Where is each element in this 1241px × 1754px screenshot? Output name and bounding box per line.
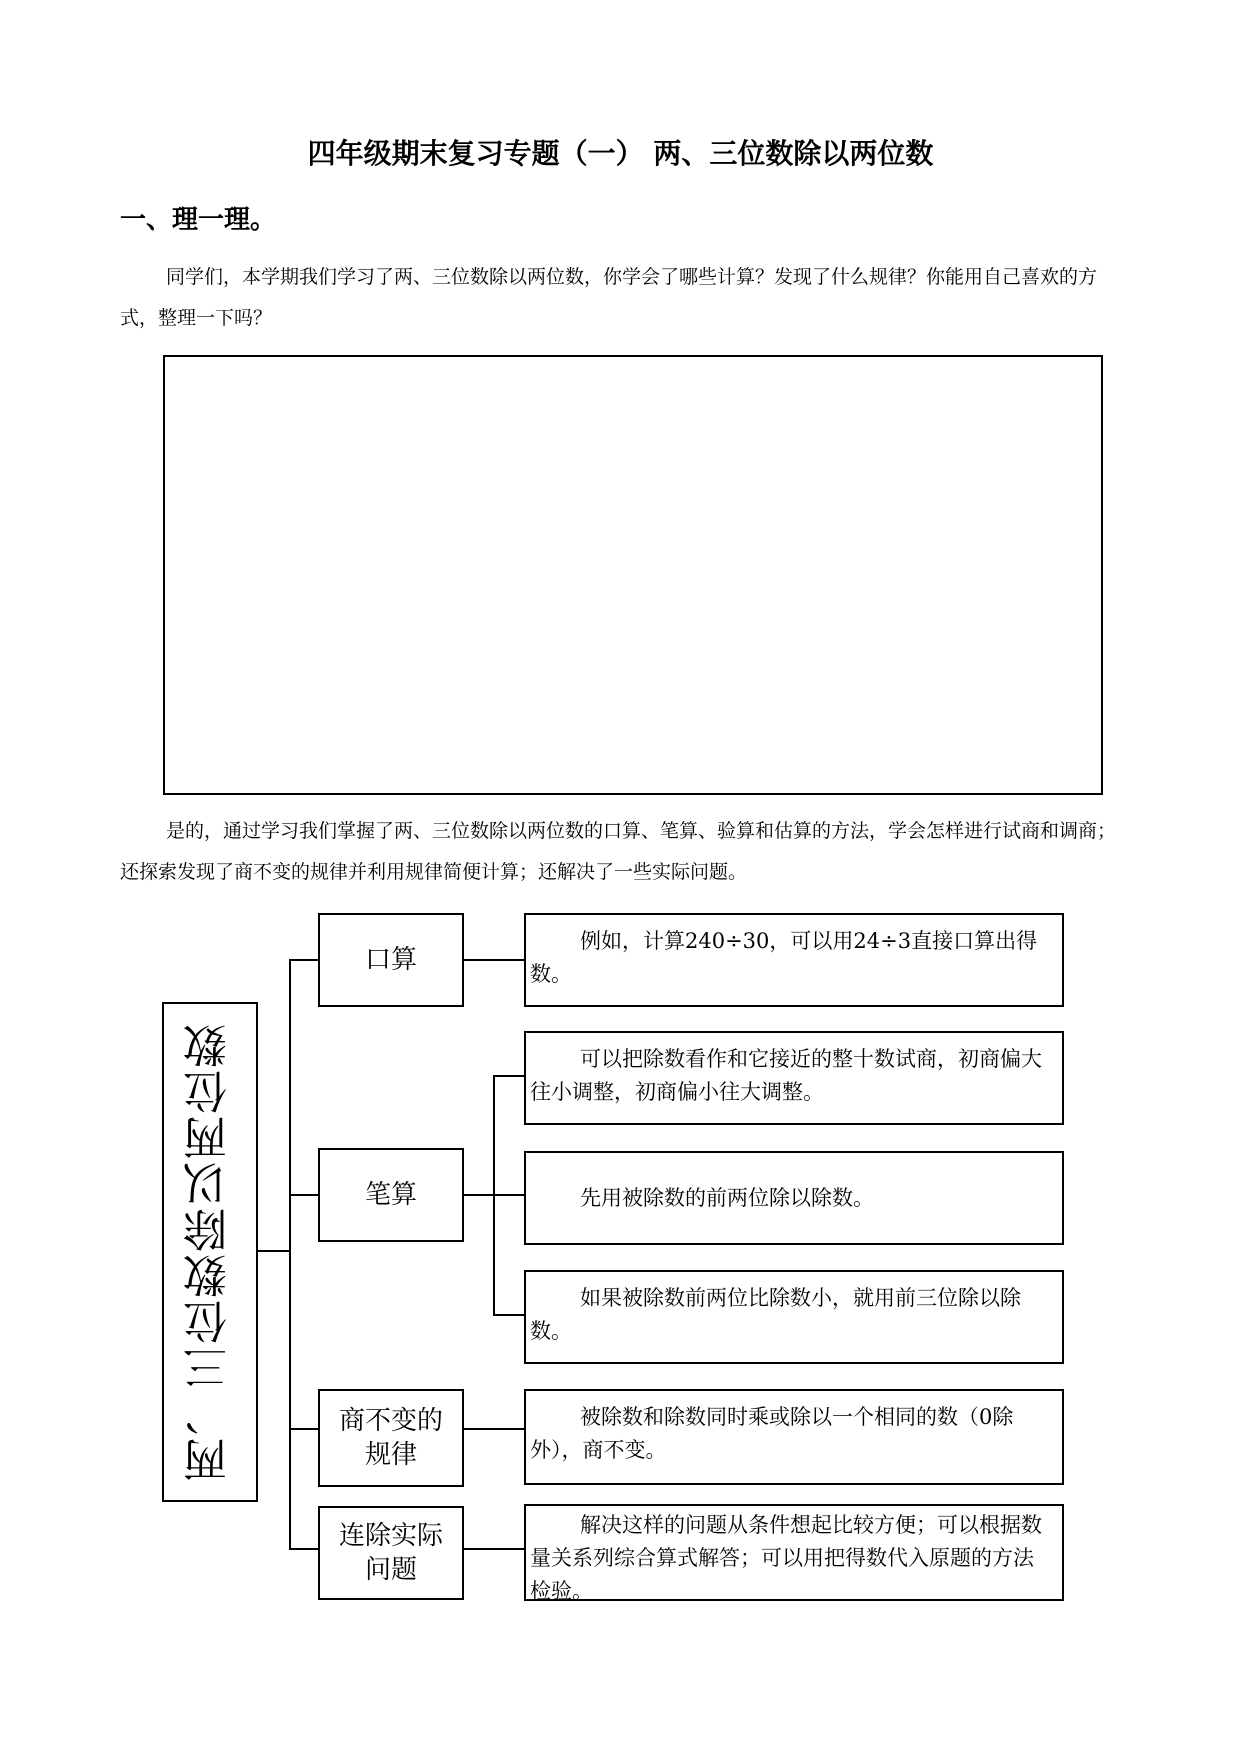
desc-invariant: 被除数和除数同时乘或除以一个相同的数（0除外），商不变。 (524, 1389, 1064, 1485)
root-label: 两、三位数除以两位数 (184, 1022, 235, 1482)
connector-oral (289, 959, 319, 961)
summary-paragraph: 是的，通过学习我们掌握了两、三位数除以两位数的口算、笔算、验算和估算的方法，学会怎样进行试商和调商；还探索发现了商不变的规律并利用规律简便计算；还解决了一些实际问题。 (120, 820, 1117, 883)
connector-written-out (464, 1194, 494, 1196)
connector-written-2 (493, 1194, 525, 1196)
desc-written-2: 先用被除数的前两位除以除数。 (524, 1151, 1064, 1245)
desc-oral: 例如，计算240÷30，可以用24÷3直接口算出得数。 (524, 913, 1064, 1007)
desc-written-1: 可以把除数看作和它接近的整十数试商，初商偏大往小调整，初商偏小往大调整。 (524, 1031, 1064, 1125)
section-heading: 一、理一理。 (120, 205, 277, 235)
category-invariant-label: 商不变的规律 (338, 1406, 443, 1470)
category-written-label: 笔算 (364, 1180, 417, 1210)
intro-paragraph: 同学们，本学期我们学习了两、三位数除以两位数，你学会了哪些计算？发现了什么规律？你能用自己喜欢的方式，整理一下吗？ (120, 266, 1098, 329)
connector-continuous-desc (464, 1548, 525, 1550)
connector-written-3 (493, 1314, 525, 1316)
connector-written-1 (493, 1075, 525, 1077)
category-written (318, 1148, 464, 1242)
desc-written-3: 如果被除数前两位比除数小，就用前三位除以除数。 (524, 1270, 1064, 1364)
category-oral (318, 913, 464, 1007)
connector-written (289, 1194, 319, 1196)
desc-continuous: 解决这样的问题从条件想起比较方便；可以根据数量关系列综合算式解答；可以用把得数代入原题的方法检验。 (524, 1504, 1064, 1601)
connector-oral-desc (464, 959, 525, 961)
page-title: 四年级期末复习专题（一） 两、三位数除以两位数 (307, 137, 934, 170)
category-continuous (318, 1506, 464, 1600)
connector-trunk (289, 959, 291, 1549)
category-continuous-label: 连除实际问题 (338, 1521, 443, 1585)
category-invariant (318, 1389, 464, 1487)
connector-continuous (289, 1548, 319, 1550)
root-node (162, 1002, 258, 1502)
connector-root (258, 1250, 290, 1252)
category-oral-label: 口算 (364, 945, 417, 975)
connector-invariant-desc (464, 1428, 525, 1430)
connector-invariant (289, 1428, 319, 1430)
